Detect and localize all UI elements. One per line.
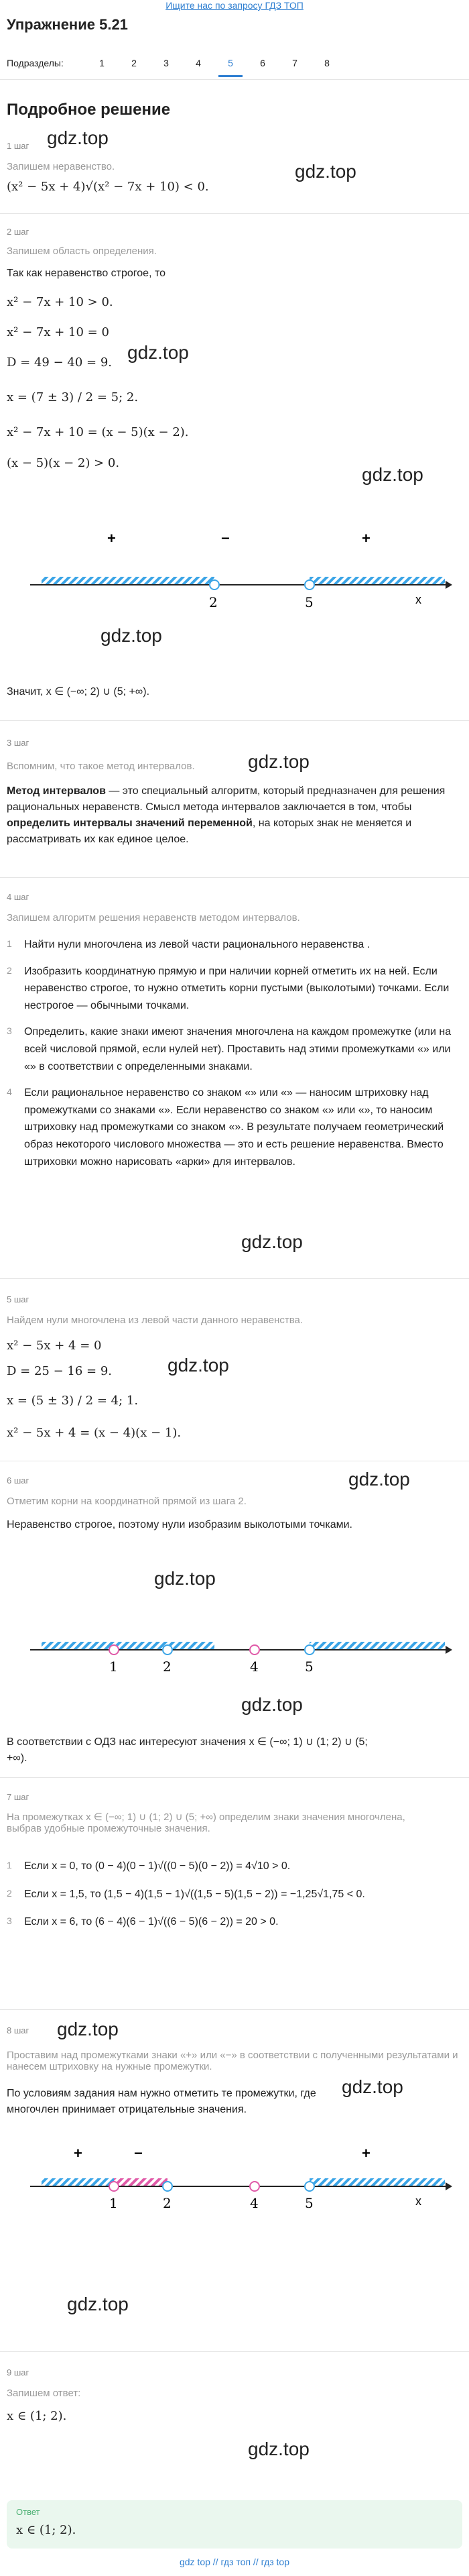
axis-arrow [446,1646,452,1654]
math-line: x² − 7x + 10 = 0 [7,325,109,339]
list-item: 1 Если x = 0, то (0 − 4)(0 − 1)√((0 − 5)(0 − 2)) = 4√10 > 0. [7,1860,291,1872]
hatch-left [42,1642,214,1650]
sign-minus: − [134,2145,143,2162]
divider [0,1278,469,1279]
text-line: Так как неравенство строгое, то [7,268,166,279]
watermark: gdz.top [168,1355,229,1376]
tick-label: 1 [109,1659,118,1675]
point-4 [250,1645,259,1655]
step-label: 1 шаг [7,141,29,151]
hatch-right [310,2178,445,2186]
definition-text: , на которых знак не меняется и рассматривать их как единое целое. [7,818,412,845]
tick-label: 2 [163,2195,172,2211]
tick-label: 2 [163,1659,172,1675]
hatch-left [42,577,214,585]
point-1 [109,1645,119,1655]
footer-links[interactable]: gdz top // гдз топ // гдз top [179,2557,290,2567]
math-line: x = (7 ± 3) / 2 = 5; 2. [7,390,139,404]
tick-label: 1 [109,2195,118,2211]
watermark: gdz.top [241,1231,303,1252]
divider [0,1777,469,1778]
sign-plus: + [107,530,116,547]
math-line: (x² − 5x + 4)√(x² − 7x + 10) < 0. [7,180,209,194]
divider [0,2351,469,2352]
x-axis-label: x [415,593,421,606]
axis-arrow [446,581,452,589]
watermark: gdz.top [248,751,310,772]
step-intro: Проставим над промежутками знаки «+» или «−» в соответствии с полученными результатами и нанесем штриховку на нужные промежутки. [7,2050,458,2072]
page-title: Упражнение 5.21 [7,16,128,33]
point-4 [250,2182,259,2191]
step-label: 3 шаг [7,738,29,748]
number-line-1 [0,523,469,617]
watermark: gdz.top [127,342,189,363]
algorithm-list [7,936,456,1170]
subsection-tab-4[interactable]: 4 [196,58,201,68]
definition-text: — это специальный алгоритм, который предназначен для решения рациональных неравенств. Смысл метода интервалов заключается в том, чтобы [7,785,446,813]
divider [0,213,469,214]
divider [0,720,469,721]
sign-plus: + [74,2145,82,2162]
watermark: gdz.top [248,2439,310,2459]
watermark: gdz.top [100,625,162,646]
point-2 [163,1645,172,1655]
math-line: x ∈ (1; 2). [7,2409,67,2423]
math-line: D = 25 − 16 = 9. [7,1364,112,1378]
step-label: 2 шаг [7,227,29,237]
watermark: gdz.top [154,1568,216,1589]
math-line: x² − 5x + 4 = (x − 4)(x − 1). [7,1426,182,1440]
point-2 [163,2182,172,2191]
list-item: 1 Найти нули многочлена из левой части рационального неравенства . [7,938,371,950]
step-label: 8 шаг [7,2025,29,2035]
step-intro: Запишем неравенство. [7,161,115,172]
math-line: D = 49 − 40 = 9. [7,355,112,370]
watermark: gdz.top [295,161,356,182]
number-line-2 [0,1616,469,1683]
number-line-3 [0,2139,469,2220]
hatch-solution [114,2178,168,2186]
subsection-tab-1[interactable]: 1 [99,58,105,68]
watermark: gdz.top [57,2019,119,2039]
sign-check-list [7,1858,456,1931]
step-intro: На промежутках x ∈ (−∞; 1) ∪ (1; 2) ∪ (5; +∞) определим знаки значения многочлена, выбрав удобные промежуточные значения. [7,1811,405,1834]
watermark: gdz.top [47,127,109,148]
bold-term: Метод интервалов [7,785,106,797]
sign-plus: + [362,2145,371,2162]
tick-label: 4 [250,1659,259,1675]
text-line: Неравенство строгое, поэтому нули изобразим выколотыми точками. [7,1519,352,1530]
subsection-tab-6[interactable]: 6 [260,58,265,68]
divider [0,2009,469,2010]
tick-label: 2 [209,594,218,610]
step-label: 7 шаг [7,1792,29,1802]
hatch-left [42,2178,114,2186]
list-item: 2 Если x = 1,5, то (1,5 − 4)(1,5 − 1)√((1,5 − 5)(1,5 − 2)) = −1,25√1,75 < 0. [7,1887,365,1900]
hatch-right [310,577,445,585]
section-title: Подробное решение [7,101,171,119]
math-line: x² − 7x + 10 = (x − 5)(x − 2). [7,425,189,439]
subsection-tab-5[interactable]: 5 [218,51,243,77]
x-axis-label: x [415,2194,421,2208]
list-item: 3 Если x = 6, то (6 − 4)(6 − 1)√((6 − 5)(6 − 2)) = 20 > 0. [7,1915,279,1928]
math-line: x² − 7x + 10 > 0. [7,295,113,309]
watermark: gdz.top [362,464,423,485]
result-line: В соответствии с ОДЗ нас интересуют значения x ∈ (−∞; 1) ∪ (1; 2) ∪ (5; +∞). [7,1736,368,1764]
axis-arrow [446,2182,452,2190]
subsection-tab-7[interactable]: 7 [292,58,297,68]
point-1 [109,2182,119,2191]
subsection-tab-2[interactable]: 2 [131,58,137,68]
sign-minus: − [221,530,230,547]
math-line: x² − 5x + 4 = 0 [7,1339,102,1353]
hatch-right [310,1642,445,1650]
math-line: (x − 5)(x − 2) > 0. [7,456,120,470]
divider [0,79,469,80]
list-item: 2 Изобразить координатную прямую и при наличии корней отметить их на ней. Если неравенство строгое, то нужно отметить корни пустыми (выколотыми) точками. Если нестрогое — обычными точками. [7,964,450,1011]
sign-plus: + [362,530,371,547]
step-label: 4 шаг [7,892,29,902]
step-label: 9 шаг [7,2367,29,2377]
step-label: 6 шаг [7,1475,29,1486]
subsection-tab-3[interactable]: 3 [163,58,169,68]
divider [0,877,469,878]
point-5 [305,2182,314,2191]
watermark: gdz.top [67,2294,129,2314]
point-5 [305,580,314,590]
step-intro: Найдем нули многочлена из левой части данного неравенства. [7,1314,304,1326]
watermark: gdz.top [241,1694,303,1715]
step-intro: Запишем алгоритм решения неравенств методом интервалов. [7,912,300,923]
step-intro: Запишем ответ: [7,2388,81,2399]
text-line: По условиям задания нам нужно отметить те промежутки, где многочлен принимает отрицательные значения. [7,2088,316,2115]
definition-paragraph [7,783,462,848]
list-item: 4 Если рациональное неравенство со знаком «» или «» — наносим штриховку над промежутками со знаками «». Если неравенство со знаком «» или «», то наносим штриховку над промежутками со знаком «». В результате получаем геометрический образ некоторого числового множества — это и есть решение неравенства. Вместо штриховки можно нарисовать «арки» для интервалов. [7,1086,444,1168]
answer-label: Ответ [16,2507,40,2517]
math-line: x = (5 ± 3) / 2 = 4; 1. [7,1394,139,1408]
step-intro: Отметим корни на координатной прямой из шага 2. [7,1496,247,1507]
top-banner-link[interactable]: Ищите нас по запросу ГДЗ ТОП [165,0,304,11]
answer-box [7,2500,462,2549]
step-intro: Запишем область определения. [7,245,157,257]
subsection-tab-8[interactable]: 8 [324,58,330,68]
point-2 [210,580,219,590]
watermark: gdz.top [342,2076,403,2097]
answer-math: x ∈ (1; 2). [16,2523,76,2537]
point-5 [305,1645,314,1655]
tick-label: 4 [250,2195,259,2211]
result-line: Значит, x ∈ (−∞; 2) ∪ (5; +∞). [7,686,150,697]
watermark: gdz.top [348,1469,410,1490]
subsections-label: Подразделы: [7,58,64,68]
tick-label: 5 [305,1659,314,1675]
step-label: 5 шаг [7,1294,29,1304]
list-item: 3 Определить, какие знаки имеют значения многочлена на каждом промежутке (или на всей числовой прямой, если нулей нет). Проставить над этими промежутками «» или «» в соответствии с определенными знаками. [7,1025,452,1072]
tick-label: 5 [305,2195,314,2211]
tick-label: 5 [305,594,314,610]
bold-term: определить интервалы значений переменной [7,818,253,829]
step-intro: Вспомним, что такое метод интервалов. [7,761,195,772]
